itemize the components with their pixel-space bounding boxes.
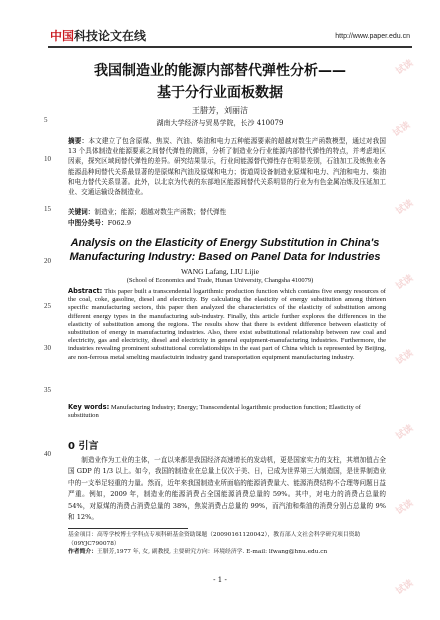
keywords-zh-label: 关键词： bbox=[68, 208, 95, 216]
footnote-fund-text: 基金项目：高等学校博士学科点专项科研基金资助课题（20090161120042），教育部人文社会科学研究项目资助（09YJC790078） bbox=[68, 532, 361, 547]
abstract-en-label: Abstract: bbox=[68, 287, 103, 295]
title-en-line-1: Analysis on the Elasticity of Energy Substitution in China's bbox=[70, 237, 380, 249]
header-divider bbox=[48, 46, 412, 48]
footnote-fund bbox=[68, 531, 386, 548]
abstract-en-text: This paper built a transcendental logarithmic production function which contains five energy resources of the coal, coke, gasoline, diesel and electricity. By calculating the elasticity of energy substitution among thirteen specific manufacturing sectors, this paper then analyzed the characteristics of the elasticity of substitution among different energy types in the manufacturing sub-industry. Finally, this article further explores the differences in the elasticity of substitution among the regions. The results show that there is evident difference between elasticity of substitution of energy in manufacturing industries. Also, there exist substitutional relationship between raw coal and electricity, gas and electricity, diesel and electricity in general equipment-manufacturing industries. Furthermore, the industries revealing prominent substitutional correlationships in the east part of China which is represented by Beijing, are non-ferrous metal smelting maufactuirin industry gand transportation equipment manufacturing industry. bbox=[68, 288, 386, 361]
page-header bbox=[0, 0, 440, 46]
abstract-en bbox=[68, 287, 386, 362]
classification-zh bbox=[68, 218, 386, 228]
line-number: 30 bbox=[44, 344, 51, 352]
classification-zh-text: F062.9 bbox=[107, 219, 132, 227]
footnote-author bbox=[68, 548, 386, 557]
line-number: 5 bbox=[44, 116, 48, 124]
authors-zh: 王腊芳，刘丽洁 bbox=[192, 106, 248, 115]
line-number: 35 bbox=[44, 386, 51, 394]
abstract-zh-label: 摘要： bbox=[68, 137, 89, 145]
page-number: - 1 - bbox=[213, 576, 227, 584]
logo-red-text: 中国 bbox=[50, 29, 75, 43]
affiliation-zh: 湖南大学经济与贸易学院，长沙 410079 bbox=[156, 119, 284, 127]
title-zh-line-1: 我国制造业的能源内部替代弹性分析—— bbox=[94, 63, 346, 79]
footnote-author-text: 王腊芳,1977 年, 女, 副教授, 主要研究方向：环境经济学. E-mail: lfwang@hnu.edu.cn bbox=[97, 549, 328, 556]
footnote-author-label: 作者简介： bbox=[68, 549, 97, 556]
authors-en: WANG Lafang, LIU Lijie bbox=[181, 267, 259, 276]
abstract-zh-text: 本文建立了包含原煤、焦炭、汽油、柴油和电力五种能源要素的超越对数生产函数模型，通过对我国 13 个具体制造业能源要素之间替代弹性的测算，分析了制造业分行业能源内部替代弹性的特点，并考虑地区因素，探究区域间替代弹性的差异。研究结果显示，行业间能源替代弹性存在明显差别，石油加工及炼焦业各能源品种间替代关系最显著的是原煤和汽油及原煤和电力；街道周设备制造业原煤和电力、汽油和电力、柴油和电力替代关系显著。此外，以北京为代表的东部地区能源间替代关系明显的行业为有色金属冶炼及压延加工业、交通运输设备制造业。 bbox=[68, 137, 387, 197]
watermark: 试读 bbox=[391, 120, 413, 139]
footnote bbox=[68, 531, 386, 557]
logo-black-text: 科技论文在线 bbox=[74, 29, 147, 43]
title-en-line-2: Manufacturing Industry: Based on Panel Data for Industries bbox=[69, 251, 381, 263]
site-url[interactable]: http://www.paper.edu.cn bbox=[335, 33, 410, 40]
paper-title-zh bbox=[0, 60, 440, 104]
intro-paragraph: 制造业作为工业的主体，一直以来都是我国经济高速增长的发动机，更是国家实力的支柱，其增加值占全国 GDP 的 1/3 以上。如今，我国的制造业在总量上仅次于美、日，已成为世界第三大制造国，是世界制造业中的一支举足轻重的力量。然而，近年来我国制造业所面临的能源消费量大、能源消费结构不合理等问题日益严重。例如，2009 年，制造业的能源消费占全国能源消费总量的 59%。其中，对电力的消费占总量的 54%，对原煤的消费占消费总量的 38%，焦炭消费占总量的 99%，而汽油和柴油的消费分别占总量的 9% 和 12%。 bbox=[68, 456, 386, 522]
title-zh-line-2: 基于分行业面板数据 bbox=[157, 85, 283, 101]
watermark: 试读 bbox=[394, 273, 416, 292]
watermark: 试读 bbox=[394, 498, 416, 517]
keywords-zh bbox=[68, 207, 386, 217]
watermark: 试读 bbox=[394, 198, 416, 217]
abstract-zh bbox=[68, 136, 386, 197]
footnote-divider bbox=[68, 528, 188, 529]
keywords-en-label: Key words: bbox=[68, 403, 110, 411]
classification-zh-label: 中图分类号： bbox=[68, 219, 108, 227]
keywords-en-text: Manufacturing Industry; Energy; Transcendental logarithmic production function; Elasticity of substitution bbox=[68, 404, 361, 420]
site-logo bbox=[50, 29, 146, 43]
keywords-zh-text: 制造业；能源；超越对数生产函数；替代弹性 bbox=[94, 208, 227, 216]
line-number: 40 bbox=[44, 450, 51, 458]
watermark: 试读 bbox=[394, 423, 416, 442]
line-number: 15 bbox=[44, 205, 51, 213]
keywords-en bbox=[68, 403, 386, 420]
watermark: 试读 bbox=[394, 348, 416, 367]
paper-title-en bbox=[60, 236, 390, 264]
affiliation-en: (School of Economics and Trade, Hunan University, Changsha 410079) bbox=[126, 277, 314, 284]
watermark: 试读 bbox=[394, 578, 416, 597]
line-number: 25 bbox=[44, 302, 51, 310]
watermark: 试读 bbox=[394, 58, 416, 77]
section-heading-intro: 0 引言 bbox=[68, 441, 99, 452]
line-number: 10 bbox=[44, 155, 51, 163]
line-number: 20 bbox=[44, 257, 51, 265]
